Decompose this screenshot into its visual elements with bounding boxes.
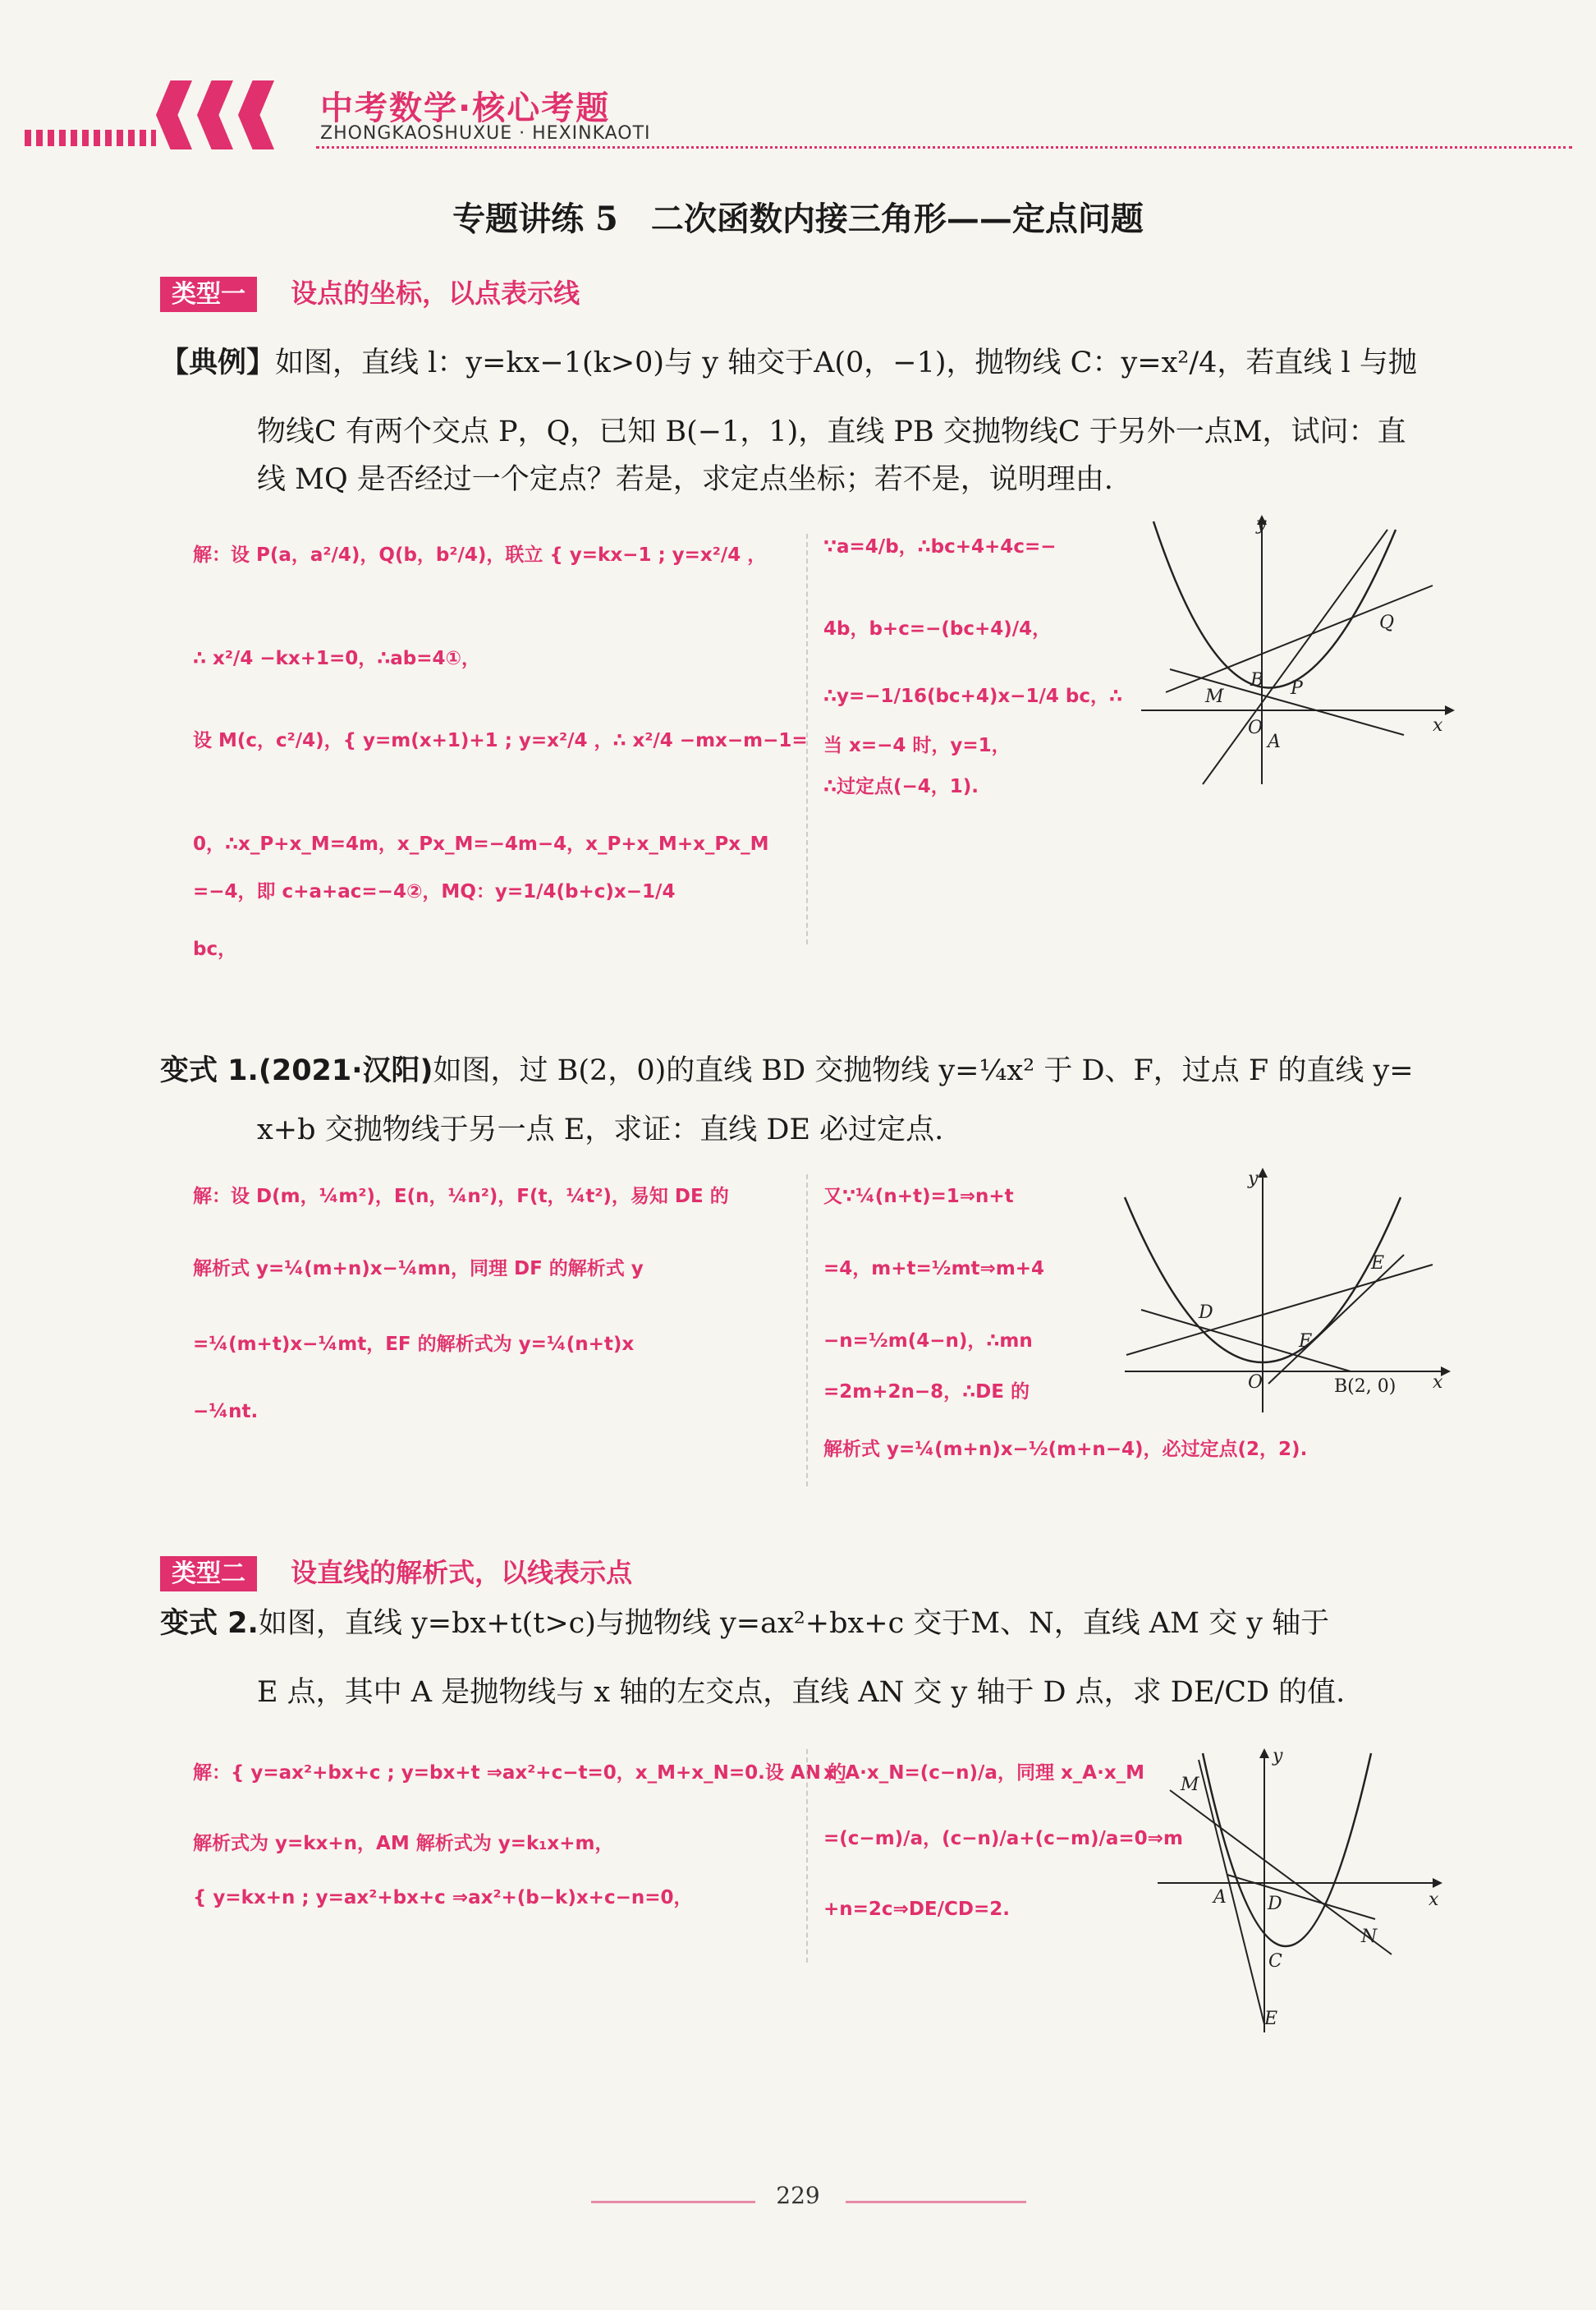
example-sol-r2: 4b，b+c=−(bc+4)/4， [823, 618, 1052, 640]
variant1-label-F: F [1299, 1331, 1312, 1352]
variant1-sol-r4: =2m+2n−8，∴DE 的 [823, 1381, 1030, 1403]
header-title: 中考数学·核心考题 [320, 90, 611, 127]
example-label-y: y [1256, 514, 1267, 535]
example-solution-left [193, 544, 808, 961]
example-parabola [1153, 521, 1396, 688]
variant2-separator [806, 1749, 808, 1963]
example-label-x: x [1433, 715, 1443, 736]
variant2-solution-right [823, 1761, 1183, 1921]
variant1-label-B: B(2, 0) [1334, 1376, 1396, 1397]
variant1-label-O: O [1248, 1372, 1264, 1393]
variant2-problem [160, 1600, 1441, 1716]
variant2-sol-r3: +n=2c⇒DE/CD=2. [823, 1899, 1011, 1920]
variant1-source: (2021·汉阳) [258, 1054, 433, 1087]
example-sol-l5: =−4，即 c+a+ac=−4②，MQ：y=1/4(b+c)x−1/4 [193, 881, 676, 902]
variant2-label-y: y [1273, 1746, 1283, 1766]
variant1-sol-l3: =¼(m+t)x−¼mt，EF 的解析式为 y=¼(n+t)x [193, 1334, 635, 1355]
variant1-line1: 如图，过 B(2，0)的直线 BD 交抛物线 y=¼x² 于 D、F，过点 F 的直线 y= [433, 1054, 1414, 1087]
variant2-sol-r1: x_A·x_N=(c−n)/a，同理 x_A·x_M [823, 1762, 1145, 1784]
example-label-Q: Q [1379, 613, 1395, 633]
variant1-sol-r3: −n=½m(4−n)，∴mn [823, 1330, 1033, 1352]
example-line1: 如图，直线 l：y=kx−1(k>0)与 y 轴交于A(0，−1)，抛物线 C：y=x²/4，若直线 l 与抛 [275, 347, 1417, 379]
variant2-sol-r2: =(c−m)/a，(c−n)/a+(c−m)/a=0⇒m [823, 1828, 1183, 1849]
example-line2: 物线C 有两个交点 P，Q，已知 B(−1，1)，直线 PB 交抛物线C 于另外一点M，试问：直 [257, 416, 1406, 448]
variant2-figure [1149, 1737, 1461, 2045]
example-sol-l3: 设 M(c，c²/4)，{ y=m(x+1)+1 ; y=x²/4 ，∴ x²/4 −mx−m−1= [193, 730, 808, 751]
variant2-line-mn [1170, 1790, 1392, 1954]
header-stripes [25, 130, 156, 146]
example-label: 【典例】 [160, 347, 276, 379]
variant2-label-M: M [1181, 1775, 1199, 1795]
variant2-parabola [1203, 1753, 1371, 1946]
example-sol-l4: 0，∴x_P+x_M=4m，x_Px_M=−4m−4，x_P+x_M+x_Px_M [193, 834, 769, 855]
example-line3: 线 MQ 是否经过一个定点？若是，求定点坐标；若不是，说明理由. [257, 463, 1113, 496]
type1-tag: 类型一 [160, 277, 257, 312]
variant1-label-E: E [1371, 1253, 1385, 1274]
example-sol-l2: ∴ x²/4 −kx+1=0，∴ab=4①， [193, 648, 481, 669]
example-separator [806, 534, 808, 944]
variant1-solution-left [193, 1185, 729, 1423]
variant2-label-E: E [1264, 2009, 1278, 2029]
variant1-figure [1117, 1166, 1461, 1429]
variant1-label-x: x [1433, 1372, 1443, 1393]
variant2-sol-l1: 解：{ y=ax²+bx+c ; y=bx+t ⇒ax²+c−t=0，x_M+x_N=0.设 AN 的 [193, 1762, 846, 1784]
example-label-P: P [1291, 678, 1303, 699]
example-label-O: O [1248, 718, 1264, 738]
example-label-B: B [1250, 670, 1264, 691]
page-number: 229 [776, 2182, 820, 2209]
example-sol-l6: bc， [193, 939, 237, 960]
variant2-line2: E 点，其中 A 是抛物线与 x 轴的左交点，直线 AN 交 y 轴于 D 点，求 DE/CD 的值. [257, 1676, 1346, 1709]
example-line-l [1203, 530, 1387, 784]
example-sol-l1: 解：设 P(a，a²/4)，Q(b，b²/4)，联立 { y=kx−1 ; y=x²/4 ， [193, 544, 767, 566]
variant1-line-de [1126, 1265, 1433, 1355]
variant2-line-an [1227, 1875, 1375, 1919]
variant1-sol-r1: 又∵¼(n+t)=1⇒n+t [823, 1186, 1014, 1207]
variant2-solution-left [193, 1761, 846, 1909]
variant1-label-D: D [1199, 1302, 1213, 1323]
example-problem [160, 339, 1441, 503]
type2-tag: 类型二 [160, 1556, 257, 1591]
variant1-separator [806, 1174, 808, 1486]
variant1-problem [160, 1047, 1441, 1154]
variant1-label: 变式 1. [160, 1054, 259, 1087]
page-title: 专题讲练 5 二次函数内接三角形——定点问题 [452, 200, 1144, 238]
example-sol-r3: ∴y=−1/16(bc+4)x−1/4 bc，∴ [823, 686, 1122, 707]
example-sol-r4: 当 x=−4 时，y=1， [823, 735, 1011, 756]
variant2-label-A: A [1213, 1887, 1227, 1908]
variant2-line-am [1199, 1760, 1264, 2024]
variant1-sol-l2: 解析式 y=¼(m+n)x−¼mn，同理 DF 的解析式 y [193, 1258, 644, 1279]
variant1-sol-l1: 解：设 D(m，¼m²)，E(n，¼n²)，F(t，¼t²)，易知 DE 的 [193, 1186, 729, 1207]
example-label-M: M [1205, 687, 1224, 707]
type2-heading-row [160, 1552, 632, 1590]
variant2-line1: 如图，直线 y=bx+t(t>c)与抛物线 y=ax²+bx+c 交于M、N，直线 AM 交 y 轴于 [258, 1607, 1330, 1640]
variant2-label-N: N [1361, 1927, 1378, 1947]
variant1-sol-l4: −¼nt. [193, 1401, 259, 1422]
variant2-label-x: x [1429, 1890, 1439, 1910]
example-figure [1133, 513, 1461, 792]
variant1-line2: x+b 交抛物线于另一点 E，求证：直线 DE 必过定点. [257, 1114, 944, 1146]
type2-heading: 设直线的解析式，以线表示点 [291, 1557, 633, 1588]
example-sol-r1: ∵a=4/b，∴bc+4+4c=− [823, 536, 1057, 558]
type1-heading-row [160, 273, 580, 310]
variant1-sol-r2: =4，m+t=½mt⇒m+4 [823, 1258, 1045, 1279]
variant2-sol-l3: { y=kx+n ; y=ax²+bx+c ⇒ax²+(b−k)x+c−n=0， [193, 1887, 693, 1908]
header-subtitle: ZHONGKAOSHUXUE · HEXINKAOTI [320, 123, 651, 144]
example-sol-r5: ∴过定点(−4，1). [823, 776, 979, 797]
variant2-label-D: D [1268, 1894, 1282, 1914]
variant1-line-fe [1268, 1255, 1404, 1384]
variant2-sol-l2: 解析式为 y=kx+n，AM 解析式为 y=k₁x+m， [193, 1833, 614, 1854]
example-solution-right [823, 535, 1122, 798]
variant2-label-C: C [1268, 1951, 1282, 1972]
variant2-label: 变式 2. [160, 1607, 259, 1640]
header-divider [316, 146, 1572, 149]
variant1-label-y: y [1248, 1169, 1259, 1189]
example-label-A: A [1268, 732, 1281, 752]
type1-heading: 设点的坐标，以点表示线 [291, 278, 580, 309]
variant1-sol-r5: 解析式 y=¼(m+n)x−½(m+n−4)，必过定点(2，2). [823, 1439, 1308, 1460]
